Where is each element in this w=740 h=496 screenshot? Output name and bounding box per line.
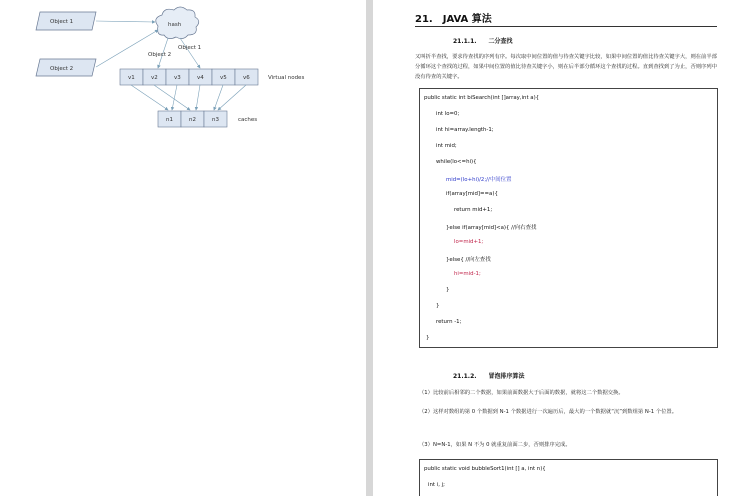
- section-number: 21.: [415, 14, 433, 25]
- sub2-heading: [453, 371, 525, 380]
- sub2-title: 冒泡排序算法: [488, 373, 525, 380]
- object-1-label: Object 1: [50, 19, 74, 25]
- arrow-hash-v4: [180, 38, 200, 68]
- code-line-2: int lo=0;: [436, 111, 460, 117]
- v4-label: v4: [197, 75, 204, 81]
- v3-label: v3: [174, 75, 181, 81]
- code-line-13: }: [446, 287, 450, 293]
- sub1-paragraph: 又叫折半查找，要求待查找的序列有序。每次取中间位置的值与待查关键字比较，如果中间位置的值比待查关键字大，则在前半部分循环这个查找的过程，如果中间位置的值比待查关键字小，则在后半部分循环这个查找的过程。直到查找到了为止，否则序列中没有待查的关键字。: [415, 54, 717, 80]
- virtual-to-cache-arrows: [131, 85, 246, 110]
- left-page: [0, 0, 366, 496]
- section-title: JAVA 算法: [442, 14, 492, 25]
- sub1-heading: [453, 36, 513, 45]
- v2-label: v2: [151, 75, 158, 81]
- hash-label: hash: [168, 22, 182, 28]
- code-line-10: lo=mid+1;: [454, 239, 484, 245]
- n1-label: n1: [166, 117, 173, 123]
- bubble-step-1: （1）比较前后相邻的二个数据，如果前面数据大于后面的数据，就将这二个数据交换。: [419, 390, 624, 396]
- bubble-sort-code-box: [419, 459, 718, 496]
- sub2-number: 21.1.2.: [453, 373, 477, 380]
- code-line-1: public static int biSearch(int []array,int a){: [424, 95, 540, 101]
- v1-label: v1: [128, 75, 135, 81]
- sub1-number: 21.1.1.: [453, 38, 477, 45]
- page-gap: [366, 0, 373, 496]
- code-line-3: int hi=array.length-1;: [436, 127, 494, 133]
- bubble-step-3: （3）N=N-1，如果 N 不为 0 就重复前面二步，否则排序完成。: [419, 442, 571, 448]
- n3-label: n3: [212, 117, 219, 123]
- object-2-label: Object 2: [50, 66, 74, 72]
- code-line-12: hi=mid-1;: [454, 271, 481, 277]
- code-line-5: while(lo<=hi){: [436, 159, 477, 165]
- code-line-6: mid=(lo+hi)/2;//中间位置: [446, 177, 512, 183]
- v5-label: v5: [220, 75, 227, 81]
- code-line-4: int mid;: [436, 143, 457, 149]
- bubble-code-line-1: public static void bubbleSort1(int [] a, int n){: [424, 466, 546, 472]
- binary-search-code-box: [419, 88, 718, 348]
- code-line-8: return mid+1;: [454, 207, 493, 213]
- arrow-object2-hash: [96, 30, 158, 67]
- section-rule: [415, 26, 717, 27]
- code-line-11: }else{ //向左查找: [446, 257, 491, 263]
- cache-nodes: [158, 111, 227, 127]
- virtual-nodes: [120, 69, 258, 85]
- caches-label: caches: [238, 117, 258, 123]
- arrow-label-object2: Object 2: [148, 52, 172, 58]
- arrow-label-object1: Object 1: [178, 45, 202, 51]
- right-page: [373, 0, 740, 496]
- v6-label: v6: [243, 75, 250, 81]
- code-line-16: }: [426, 335, 430, 341]
- code-line-7: if(array[mid]==a){: [446, 191, 498, 197]
- consistent-hash-diagram: [0, 0, 366, 160]
- sub1-title: 二分查找: [488, 38, 513, 45]
- bubble-step-2: （2）这样对数组的第 0 个数据到 N-1 个数据进行一次遍历后，最大的一个数据就“沉”到数组第 N-1 个位置。: [419, 409, 677, 415]
- code-line-15: return -1;: [436, 319, 462, 325]
- arrow-object1-hash: [96, 21, 155, 22]
- code-line-14: }: [436, 303, 440, 309]
- virtual-nodes-label: Virtual nodes: [268, 75, 305, 81]
- code-line-9: }else if(array[mid]<a){ //向右查找: [446, 225, 537, 231]
- bubble-code-line-2: int i, j;: [428, 482, 445, 488]
- section-heading: [415, 10, 492, 25]
- n2-label: n2: [189, 117, 196, 123]
